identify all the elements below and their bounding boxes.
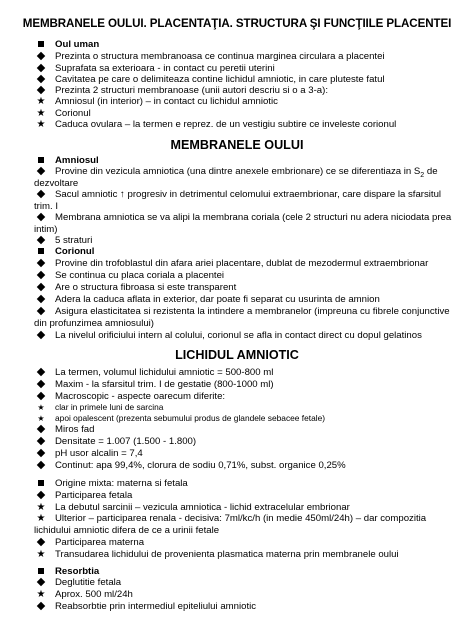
list-item: Cavitatea pe care o delimiteaza contine lichidul amniotic, in care pluteste fatul xyxy=(55,74,385,85)
list-item: La termen, volumul lichidului amniotic = 500-800 ml xyxy=(55,367,274,378)
diamond-bullet-icon xyxy=(34,166,48,177)
diamond-bullet-icon xyxy=(34,537,48,548)
diamond-bullet-icon xyxy=(34,577,48,588)
diamond-bullet-icon xyxy=(34,74,48,85)
star-bullet-icon: ★ xyxy=(37,414,45,423)
star-bullet-icon: ★ xyxy=(36,513,46,524)
diamond-bullet-icon xyxy=(34,448,48,459)
section-header-resorbtia: Resorbtia xyxy=(55,566,100,577)
list-item: Are o structura fibroasa si este transparent xyxy=(55,282,237,293)
diamond-bullet-icon xyxy=(34,212,48,223)
list-item-continuation: trim. I xyxy=(34,201,58,212)
diamond-bullet-icon xyxy=(34,367,48,378)
list-item: Caduca ovulara – la termen e reprez. de un vestigiu subtire ce inveleste corionul xyxy=(55,119,397,130)
list-item: Densitate = 1.007 (1.500 - 1.800) xyxy=(55,436,197,447)
diamond-bullet-icon xyxy=(34,490,48,501)
list-item: Origine mixta: materna si fetala xyxy=(55,478,188,489)
square-bullet-icon xyxy=(34,246,48,257)
list-item xyxy=(55,166,438,181)
list-item: Se continua cu placa coriala a placentei xyxy=(55,270,225,281)
list-item: Deglutitie fetala xyxy=(55,577,122,588)
diamond-bullet-icon xyxy=(34,51,48,62)
list-item: Suprafata sa exterioara - in contact cu peretii uterini xyxy=(55,63,275,74)
list-item: La nivelul orificiului intern al colului, corionul se afla in contact direct cu dopul gelatinos xyxy=(55,330,422,341)
section-header-corionul: Corionul xyxy=(55,246,95,257)
square-bullet-icon xyxy=(34,155,48,166)
list-item: 5 straturi xyxy=(55,235,93,246)
diamond-bullet-icon xyxy=(34,424,48,435)
item-text: Provine din vezicula amniotica (una dintre anexele embrionare) ce se diferentiaza in S xyxy=(55,166,421,177)
list-item-continuation: intim) xyxy=(34,224,58,235)
diamond-bullet-icon xyxy=(34,391,48,402)
list-item: Adera la caduca aflata in exterior, dar poate fi separat cu usurinta de amnion xyxy=(55,294,380,305)
diamond-bullet-icon xyxy=(34,460,48,471)
star-bullet-icon: ★ xyxy=(36,96,46,107)
list-item: Amniosul (in interior) – in contact cu lichidul amniotic xyxy=(55,96,278,107)
list-item: Participarea materna xyxy=(55,537,145,548)
list-item: Provine din trofoblastul din afara ariei placentare, dublat de mezodermul extraembrionar xyxy=(55,258,429,269)
square-bullet-icon xyxy=(34,478,48,489)
list-item: Reabsorbtie prin intermediul epiteliului amniotic xyxy=(55,601,257,612)
diamond-bullet-icon xyxy=(34,379,48,390)
diamond-bullet-icon xyxy=(34,63,48,74)
section-header-amniosul: Amniosul xyxy=(55,155,99,166)
list-item: La debutul sarcinii – vezicula amniotica - lichid extracelular embrionar xyxy=(55,502,350,513)
section-heading-lichidul: LICHIDUL AMNIOTIC xyxy=(175,348,299,362)
section-heading-membranele: MEMBRANELE OULUI xyxy=(170,138,304,152)
star-bullet-icon: ★ xyxy=(36,589,46,600)
list-item: Miros fad xyxy=(55,424,95,435)
list-item: Continut: apa 99,4%, clorura de sodiu 0,71%, subst. organice 0,25% xyxy=(55,460,346,471)
list-item: Membrana amniotica se va alipi la membrana coriala (cele 2 structuri nu adera niciodata prea xyxy=(55,212,452,223)
diamond-bullet-icon xyxy=(34,189,48,200)
page-title: MEMBRANELE OULUI. PLACENTAŢIA. STRUCTURA ŞI FUNCŢIILE PLACENTEI xyxy=(22,17,452,30)
diamond-bullet-icon xyxy=(34,282,48,293)
diamond-bullet-icon xyxy=(34,436,48,447)
list-item: Sacul amniotic ↑ progresiv in detrimentul celomului extraembrionar, care dispare la sfarsitul xyxy=(55,189,442,200)
star-bullet-icon: ★ xyxy=(36,119,46,130)
list-item-continuation: din profunzimea amniosului) xyxy=(34,318,154,329)
list-item-continuation: lichidului amniotic difera de ce a urinii fetale xyxy=(34,525,220,536)
subscript: 2 xyxy=(420,171,425,179)
list-item-continuation: dezvoltare xyxy=(34,178,79,189)
list-item: Corionul xyxy=(55,108,91,119)
list-item: Aprox. 500 ml/24h xyxy=(55,589,133,600)
list-item: clar in primele luni de sarcina xyxy=(55,402,164,412)
diamond-bullet-icon xyxy=(34,601,48,612)
square-bullet-icon xyxy=(34,39,48,50)
list-item: Macroscopic - aspecte oarecum diferite: xyxy=(55,391,226,402)
list-item: Ulterior – participarea renala - decisiva: 7ml/kc/h (in medie 450ml/24h) – dar compozitia xyxy=(55,513,427,524)
star-bullet-icon: ★ xyxy=(36,502,46,513)
diamond-bullet-icon xyxy=(34,306,48,317)
list-item: Transudarea lichidului de provenienta plasmatica materna prin membranele oului xyxy=(55,549,399,560)
diamond-bullet-icon xyxy=(34,294,48,305)
list-item: Prezinta o structura membranoasa ce continua marginea circulara a placentei xyxy=(55,51,385,62)
list-item: Asigura elasticitatea si rezistenta la intindere a membranelor (impreuna cu fibrele conjunctive xyxy=(55,306,450,317)
item-text-end: de xyxy=(424,166,438,177)
list-item: Maxim - la sfarsitul trim. I de gestatie (800-1000 ml) xyxy=(55,379,274,390)
star-bullet-icon: ★ xyxy=(36,549,46,560)
list-item: Participarea fetala xyxy=(55,490,133,501)
diamond-bullet-icon xyxy=(34,85,48,96)
star-bullet-icon: ★ xyxy=(36,108,46,119)
diamond-bullet-icon xyxy=(34,235,48,246)
diamond-bullet-icon xyxy=(34,330,48,341)
square-bullet-icon xyxy=(34,566,48,577)
list-item: apoi opalescent (prezenta sebumului produs de glandele sebacee fetale) xyxy=(55,413,326,423)
diamond-bullet-icon xyxy=(34,258,48,269)
diamond-bullet-icon xyxy=(34,270,48,281)
list-item: pH usor alcalin = 7,4 xyxy=(55,448,143,459)
list-item: Prezinta 2 structuri membranoase (unii autori descriu si o a 3-a): xyxy=(55,85,329,96)
star-bullet-icon: ★ xyxy=(37,403,45,412)
section-header-oul-uman: Oul uman xyxy=(55,39,100,50)
